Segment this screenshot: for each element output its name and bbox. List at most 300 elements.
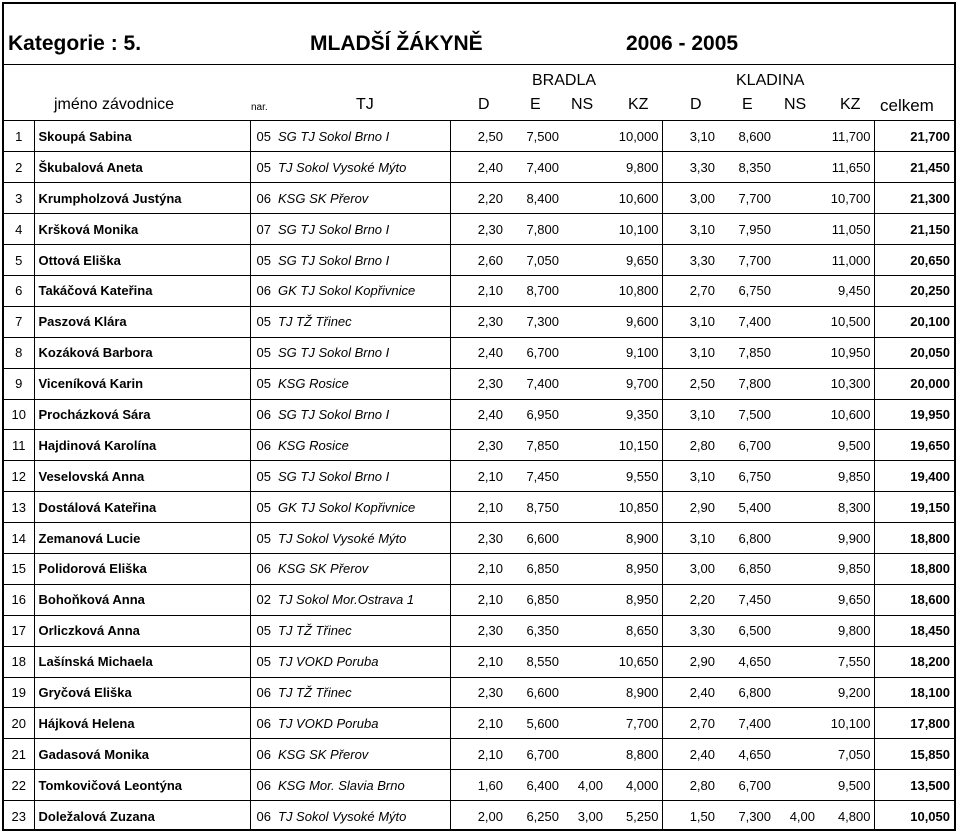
rank-cell: 2 bbox=[4, 152, 34, 183]
kladina-d-cell: 3,30 bbox=[662, 152, 718, 183]
bradla-kz-cell: 8,650 bbox=[606, 615, 662, 646]
bradla-kz-cell: 8,900 bbox=[606, 523, 662, 554]
kladina-d-cell: 2,20 bbox=[662, 584, 718, 615]
bradla-ns-cell bbox=[562, 430, 606, 461]
kladina-kz-cell: 4,800 bbox=[818, 801, 874, 832]
bradla-ns-cell bbox=[562, 245, 606, 276]
bradla-ns-cell bbox=[562, 306, 606, 337]
kladina-e-cell: 6,850 bbox=[718, 553, 774, 584]
bradla-e-cell: 7,450 bbox=[506, 461, 562, 492]
name-cell: Bohoňková Anna bbox=[34, 584, 250, 615]
kladina-e-cell: 6,750 bbox=[718, 275, 774, 306]
rank-cell: 6 bbox=[4, 275, 34, 306]
kladina-kz-cell: 11,050 bbox=[818, 214, 874, 245]
bradla-kz-cell: 9,800 bbox=[606, 152, 662, 183]
kladina-ns-cell bbox=[774, 368, 818, 399]
bradla-ns-cell bbox=[562, 646, 606, 677]
born-cell: 06 bbox=[250, 430, 278, 461]
born-cell: 05 bbox=[250, 523, 278, 554]
kladina-d-cell: 1,50 bbox=[689, 808, 715, 824]
total-cell: 21,150 bbox=[874, 214, 954, 245]
table-row bbox=[4, 275, 954, 306]
kladina-d-cell: 2,80 bbox=[662, 430, 718, 461]
bradla-kz-cell: 10,800 bbox=[606, 275, 662, 306]
total-cell: 20,650 bbox=[874, 245, 954, 276]
born-cell: 05 bbox=[250, 461, 278, 492]
bradla-e-cell: 8,700 bbox=[506, 275, 562, 306]
bradla-ns-cell bbox=[562, 337, 606, 368]
born-cell: 05 bbox=[250, 368, 278, 399]
bradla-e-cell: 7,400 bbox=[506, 152, 562, 183]
kladina-ns-cell bbox=[774, 584, 818, 615]
table-row bbox=[4, 245, 954, 276]
bradla-ns-cell bbox=[562, 183, 606, 214]
table-row bbox=[4, 801, 954, 832]
rank-cell: 13 bbox=[4, 492, 34, 523]
group-bradla-header: BRADLA bbox=[532, 72, 597, 89]
born-cell: 06 bbox=[250, 275, 278, 306]
table-row bbox=[4, 584, 954, 615]
bradla-d-cell: 1,60 bbox=[450, 770, 506, 801]
kladina-ns-cell bbox=[774, 553, 818, 584]
rank-cell: 16 bbox=[4, 584, 34, 615]
total-cell: 21,450 bbox=[874, 152, 954, 183]
bradla-e-cell: 6,600 bbox=[506, 523, 562, 554]
name-cell: Gryčová Eliška bbox=[34, 677, 250, 708]
kladina-d-cell: 3,10 bbox=[662, 523, 718, 554]
kladina-kz-cell: 9,450 bbox=[818, 275, 874, 306]
club-cell: KSG SK Přerov bbox=[278, 739, 450, 770]
bradla-kz-cell: 10,850 bbox=[606, 492, 662, 523]
kladina-kz-header: KZ bbox=[840, 96, 861, 113]
name-cell: Lašínská Michaela bbox=[34, 646, 250, 677]
kladina-e-cell: 8,600 bbox=[718, 121, 774, 152]
kladina-kz-cell: 10,700 bbox=[818, 183, 874, 214]
category-years: 2006 - 2005 bbox=[626, 32, 739, 55]
kladina-e-cell: 7,950 bbox=[718, 214, 774, 245]
club-cell: TJ Sokol Vysoké Mýto bbox=[278, 801, 450, 832]
kladina-d-cell: 3,10 bbox=[662, 399, 718, 430]
rank-cell: 12 bbox=[4, 461, 34, 492]
born-cell: 02 bbox=[250, 584, 278, 615]
rank-cell: 5 bbox=[4, 245, 34, 276]
kladina-d-cell: 2,70 bbox=[662, 708, 718, 739]
name-cell: Škubalová Aneta bbox=[34, 152, 250, 183]
kladina-e-cell: 5,400 bbox=[718, 492, 774, 523]
table-row bbox=[4, 368, 954, 399]
bradla-d-cell: 2,10 bbox=[450, 584, 506, 615]
bradla-kz-cell: 8,950 bbox=[606, 553, 662, 584]
rank-cell: 19 bbox=[4, 677, 34, 708]
bradla-e-cell: 7,300 bbox=[506, 306, 562, 337]
bradla-ns-cell bbox=[562, 214, 606, 245]
bradla-d-cell: 2,40 bbox=[450, 337, 506, 368]
kladina-e-cell: 7,450 bbox=[718, 584, 774, 615]
kladina-d-cell: 2,40 bbox=[662, 677, 718, 708]
bradla-ns-cell bbox=[562, 739, 606, 770]
rank-cell: 4 bbox=[4, 214, 34, 245]
bradla-e-cell: 6,850 bbox=[506, 584, 562, 615]
rank-cell: 18 bbox=[4, 646, 34, 677]
bradla-d-cell: 2,30 bbox=[450, 306, 506, 337]
total-cell: 18,800 bbox=[874, 523, 954, 554]
kladina-kz-cell: 9,200 bbox=[818, 677, 874, 708]
bradla-d-cell: 2,10 bbox=[450, 275, 506, 306]
born-cell: 05 bbox=[250, 245, 278, 276]
born-cell: 07 bbox=[250, 214, 278, 245]
bradla-d-cell: 2,30 bbox=[450, 368, 506, 399]
bradla-d-cell: 2,30 bbox=[450, 615, 506, 646]
bradla-d-cell: 2,10 bbox=[450, 492, 506, 523]
bradla-d-cell: 2,30 bbox=[450, 430, 506, 461]
bradla-d-cell: 2,30 bbox=[450, 523, 506, 554]
name-column-header: jméno závodnice bbox=[54, 96, 175, 113]
bradla-e-cell: 5,600 bbox=[506, 708, 562, 739]
bradla-ns-cell bbox=[562, 584, 606, 615]
table-row bbox=[4, 121, 954, 152]
kladina-e-cell: 8,350 bbox=[718, 152, 774, 183]
total-column-header: celkem bbox=[880, 96, 934, 115]
name-cell: Veselovská Anna bbox=[34, 461, 250, 492]
bradla-d-cell: 2,40 bbox=[450, 152, 506, 183]
kladina-ns-cell bbox=[774, 615, 818, 646]
kladina-e-cell: 6,800 bbox=[718, 677, 774, 708]
born-cell: 06 bbox=[250, 677, 278, 708]
name-cell: Ottová Eliška bbox=[34, 245, 250, 276]
total-cell: 19,650 bbox=[874, 430, 954, 461]
rank-cell: 23 bbox=[4, 801, 34, 832]
bradla-d-cell: 2,10 bbox=[450, 646, 506, 677]
kladina-d-cell: 2,70 bbox=[662, 275, 718, 306]
bradla-ns-cell bbox=[562, 152, 606, 183]
kladina-d-header: D bbox=[690, 96, 702, 113]
club-cell: TJ TŽ Třinec bbox=[278, 615, 450, 646]
name-cell: Takáčová Kateřina bbox=[34, 275, 250, 306]
kladina-d-cell: 3,00 bbox=[662, 553, 718, 584]
kladina-kz-cell: 9,500 bbox=[818, 430, 874, 461]
kladina-ns-cell: 4,00 bbox=[789, 808, 815, 824]
born-cell: 06 bbox=[250, 183, 278, 214]
kladina-e-cell: 7,800 bbox=[718, 368, 774, 399]
kladina-kz-cell: 9,850 bbox=[818, 461, 874, 492]
kladina-ns-cell bbox=[774, 739, 818, 770]
kladina-ns-cell bbox=[774, 430, 818, 461]
club-cell: TJ Sokol Vysoké Mýto bbox=[278, 152, 450, 183]
table-row bbox=[4, 492, 954, 523]
bradla-d-cell: 2,30 bbox=[450, 214, 506, 245]
bradla-kz-cell: 10,000 bbox=[606, 121, 662, 152]
total-cell: 21,300 bbox=[874, 183, 954, 214]
kladina-ns-cell bbox=[774, 461, 818, 492]
kladina-kz-cell: 9,900 bbox=[818, 523, 874, 554]
name-cell: Kozáková Barbora bbox=[34, 337, 250, 368]
kladina-d-cell: 3,10 bbox=[662, 214, 718, 245]
club-cell: TJ Sokol Mor.Ostrava 1 bbox=[278, 584, 450, 615]
total-cell: 15,850 bbox=[874, 739, 954, 770]
bradla-ns-cell bbox=[562, 121, 606, 152]
table-row bbox=[4, 708, 954, 739]
kladina-kz-cell: 11,000 bbox=[818, 245, 874, 276]
club-cell: TJ VOKD Poruba bbox=[278, 646, 450, 677]
bradla-ns-cell bbox=[562, 399, 606, 430]
born-cell: 05 bbox=[250, 615, 278, 646]
kladina-d-cell: 3,30 bbox=[662, 615, 718, 646]
kladina-kz-cell: 11,700 bbox=[818, 121, 874, 152]
table-row bbox=[4, 152, 954, 183]
club-cell: TJ TŽ Třinec bbox=[278, 677, 450, 708]
kladina-e-cell: 6,750 bbox=[718, 461, 774, 492]
table-row bbox=[4, 646, 954, 677]
name-cell: Tomkovičová Leontýna bbox=[34, 770, 250, 801]
bradla-d-cell: 2,10 bbox=[450, 553, 506, 584]
born-column-header: nar. bbox=[251, 102, 268, 113]
bradla-kz-cell: 9,650 bbox=[606, 245, 662, 276]
bradla-kz-cell: 10,100 bbox=[606, 214, 662, 245]
kladina-d-cell: 3,10 bbox=[662, 337, 718, 368]
table-row bbox=[4, 553, 954, 584]
born-cell: 06 bbox=[250, 708, 278, 739]
name-cell: Krumpholzová Justýna bbox=[34, 183, 250, 214]
total-cell: 20,100 bbox=[874, 306, 954, 337]
table-row bbox=[4, 430, 954, 461]
bradla-e-cell: 7,400 bbox=[506, 368, 562, 399]
table-row bbox=[4, 677, 954, 708]
born-cell: 06 bbox=[250, 770, 278, 801]
bradla-ns-cell bbox=[562, 461, 606, 492]
bradla-d-header: D bbox=[478, 96, 490, 113]
club-cell: GK TJ Sokol Kopřivnice bbox=[278, 275, 450, 306]
rank-cell: 17 bbox=[4, 615, 34, 646]
table-row bbox=[4, 523, 954, 554]
results-table bbox=[4, 121, 954, 831]
column-header bbox=[4, 65, 954, 121]
group-kladina-header: KLADINA bbox=[736, 72, 805, 89]
club-cell: GK TJ Sokol Kopřivnice bbox=[278, 492, 450, 523]
kladina-e-cell: 7,300 bbox=[738, 808, 771, 824]
bradla-ns-header: NS bbox=[571, 96, 594, 113]
kladina-kz-cell: 8,300 bbox=[818, 492, 874, 523]
kladina-e-cell: 7,400 bbox=[718, 306, 774, 337]
total-cell: 13,500 bbox=[874, 770, 954, 801]
kladina-d-cell: 3,10 bbox=[662, 121, 718, 152]
kladina-kz-cell: 11,650 bbox=[818, 152, 874, 183]
born-cell: 05 bbox=[250, 337, 278, 368]
bradla-kz-cell: 9,700 bbox=[606, 368, 662, 399]
kladina-d-cell: 3,10 bbox=[662, 461, 718, 492]
kladina-e-cell: 4,650 bbox=[718, 646, 774, 677]
kladina-ns-cell bbox=[774, 121, 818, 152]
rank-cell: 15 bbox=[4, 553, 34, 584]
kladina-e-cell: 7,400 bbox=[718, 708, 774, 739]
name-cell: Gadasová Monika bbox=[34, 739, 250, 770]
born-cell: 05 bbox=[250, 121, 278, 152]
total-cell: 21,700 bbox=[874, 121, 954, 152]
club-cell: SG TJ Sokol Brno I bbox=[278, 399, 450, 430]
club-cell: SG TJ Sokol Brno I bbox=[278, 214, 450, 245]
kladina-kz-cell: 10,500 bbox=[818, 306, 874, 337]
bradla-d-cell: 2,60 bbox=[450, 245, 506, 276]
rank-cell: 7 bbox=[4, 306, 34, 337]
rank-cell: 9 bbox=[4, 368, 34, 399]
name-cell: Dostálová Kateřina bbox=[34, 492, 250, 523]
total-cell: 18,800 bbox=[874, 553, 954, 584]
kladina-d-cell: 2,90 bbox=[662, 492, 718, 523]
rank-cell: 3 bbox=[4, 183, 34, 214]
table-row bbox=[4, 461, 954, 492]
born-cell: 05 bbox=[250, 152, 278, 183]
kladina-d-cell: 2,40 bbox=[662, 739, 718, 770]
club-cell: TJ TŽ Třinec bbox=[278, 306, 450, 337]
bradla-d-cell: 2,00 bbox=[477, 808, 503, 824]
kladina-e-header: E bbox=[742, 96, 753, 113]
bradla-ns-cell bbox=[562, 615, 606, 646]
bradla-e-cell: 6,400 bbox=[506, 770, 562, 801]
bradla-kz-cell: 10,650 bbox=[606, 646, 662, 677]
kladina-ns-cell bbox=[774, 646, 818, 677]
rank-cell: 21 bbox=[4, 739, 34, 770]
table-row bbox=[4, 214, 954, 245]
bradla-ns-cell bbox=[562, 708, 606, 739]
kladina-d-cell: 2,80 bbox=[662, 770, 718, 801]
bradla-e-cell: 6,850 bbox=[506, 553, 562, 584]
kladina-kz-cell: 9,850 bbox=[818, 553, 874, 584]
kladina-ns-cell bbox=[774, 214, 818, 245]
born-cell: 05 bbox=[250, 646, 278, 677]
bradla-e-cell: 8,750 bbox=[506, 492, 562, 523]
club-cell: KSG Rosice bbox=[278, 368, 450, 399]
total-cell: 18,450 bbox=[874, 615, 954, 646]
bradla-e-cell: 6,950 bbox=[506, 399, 562, 430]
bradla-kz-cell: 9,550 bbox=[606, 461, 662, 492]
kladina-d-cell: 2,50 bbox=[662, 368, 718, 399]
kladina-e-cell: 6,700 bbox=[718, 430, 774, 461]
kladina-ns-cell bbox=[774, 337, 818, 368]
rank-cell: 8 bbox=[4, 337, 34, 368]
bradla-d-cell: 2,10 bbox=[450, 461, 506, 492]
kladina-ns-cell bbox=[774, 306, 818, 337]
born-cell: 05 bbox=[250, 492, 278, 523]
total-cell: 10,050 bbox=[910, 808, 950, 824]
kladina-ns-cell bbox=[774, 770, 818, 801]
table-row bbox=[4, 615, 954, 646]
kladina-kz-cell: 7,550 bbox=[818, 646, 874, 677]
bradla-kz-header: KZ bbox=[628, 96, 649, 113]
table-row bbox=[4, 306, 954, 337]
total-cell: 19,150 bbox=[874, 492, 954, 523]
kladina-e-cell: 7,700 bbox=[718, 245, 774, 276]
kladina-e-cell: 7,700 bbox=[718, 183, 774, 214]
total-cell: 20,050 bbox=[874, 337, 954, 368]
kladina-e-cell: 6,700 bbox=[718, 770, 774, 801]
kladina-d-cell: 3,00 bbox=[662, 183, 718, 214]
total-cell: 18,600 bbox=[874, 584, 954, 615]
kladina-ns-header: NS bbox=[784, 96, 807, 113]
kladina-ns-cell bbox=[774, 677, 818, 708]
name-cell: Skoupá Sabina bbox=[34, 121, 250, 152]
name-cell: Orliczková Anna bbox=[34, 615, 250, 646]
total-cell: 18,100 bbox=[874, 677, 954, 708]
bradla-d-cell: 2,30 bbox=[450, 677, 506, 708]
kladina-kz-cell: 9,800 bbox=[818, 615, 874, 646]
bradla-e-cell: 7,800 bbox=[506, 214, 562, 245]
kladina-d-cell: 2,90 bbox=[662, 646, 718, 677]
name-cell: Polidorová Eliška bbox=[34, 553, 250, 584]
rank-cell: 22 bbox=[4, 770, 34, 801]
rank-cell: 14 bbox=[4, 523, 34, 554]
born-cell: 06 bbox=[250, 553, 278, 584]
name-cell: Procházková Sára bbox=[34, 399, 250, 430]
bradla-ns-cell: 4,00 bbox=[562, 770, 606, 801]
club-cell: SG TJ Sokol Brno I bbox=[278, 121, 450, 152]
total-cell: 19,950 bbox=[874, 399, 954, 430]
results-sheet bbox=[2, 2, 956, 831]
rank-cell: 10 bbox=[4, 399, 34, 430]
name-cell: Hájková Helena bbox=[34, 708, 250, 739]
bradla-ns-cell bbox=[562, 677, 606, 708]
kladina-kz-cell: 9,500 bbox=[818, 770, 874, 801]
kladina-kz-cell: 10,600 bbox=[818, 399, 874, 430]
name-cell: Hajdinová Karolína bbox=[34, 430, 250, 461]
bradla-kz-cell: 7,700 bbox=[606, 708, 662, 739]
club-cell: KSG SK Přerov bbox=[278, 553, 450, 584]
club-cell: KSG Mor. Slavia Brno bbox=[278, 770, 450, 801]
born-cell: 06 bbox=[250, 399, 278, 430]
bradla-e-cell: 6,700 bbox=[506, 739, 562, 770]
club-column-header: TJ bbox=[356, 96, 374, 113]
rank-cell: 11 bbox=[4, 430, 34, 461]
kladina-kz-cell: 7,050 bbox=[818, 739, 874, 770]
kladina-ns-cell bbox=[774, 492, 818, 523]
bradla-kz-cell: 10,600 bbox=[606, 183, 662, 214]
bradla-ns-cell bbox=[562, 492, 606, 523]
bradla-kz-cell: 10,150 bbox=[606, 430, 662, 461]
rank-cell: 20 bbox=[4, 708, 34, 739]
name-cell: Kršková Monika bbox=[34, 214, 250, 245]
kladina-ns-cell bbox=[774, 399, 818, 430]
club-cell: SG TJ Sokol Brno I bbox=[278, 461, 450, 492]
bradla-e-cell: 7,850 bbox=[506, 430, 562, 461]
bradla-d-cell: 2,50 bbox=[450, 121, 506, 152]
category-label: Kategorie : 5. bbox=[8, 32, 142, 55]
bradla-kz-cell: 5,250 bbox=[606, 801, 662, 832]
table-row bbox=[4, 399, 954, 430]
born-cell: 06 bbox=[256, 808, 271, 824]
rank-cell: 1 bbox=[4, 121, 34, 152]
bradla-kz-cell: 9,100 bbox=[606, 337, 662, 368]
bradla-ns-cell: 3,00 bbox=[577, 808, 603, 824]
bradla-kz-cell: 9,350 bbox=[606, 399, 662, 430]
name-cell: Viceníková Karin bbox=[34, 368, 250, 399]
name-cell: Paszová Klára bbox=[34, 306, 250, 337]
club-cell: KSG Rosice bbox=[278, 430, 450, 461]
club-cell: KSG SK Přerov bbox=[278, 183, 450, 214]
bradla-kz-cell: 8,950 bbox=[606, 584, 662, 615]
kladina-e-cell: 4,650 bbox=[718, 739, 774, 770]
kladina-d-cell: 3,30 bbox=[662, 245, 718, 276]
born-cell: 06 bbox=[250, 739, 278, 770]
club-cell: SG TJ Sokol Brno I bbox=[278, 337, 450, 368]
kladina-d-cell: 3,10 bbox=[662, 306, 718, 337]
total-cell: 20,250 bbox=[874, 275, 954, 306]
table-row bbox=[4, 183, 954, 214]
kladina-e-cell: 7,500 bbox=[718, 399, 774, 430]
bradla-d-cell: 2,10 bbox=[450, 708, 506, 739]
bradla-e-cell: 6,700 bbox=[506, 337, 562, 368]
total-cell: 17,800 bbox=[874, 708, 954, 739]
category-name: MLADŠÍ ŽÁKYNĚ bbox=[310, 32, 483, 55]
kladina-kz-cell: 10,100 bbox=[818, 708, 874, 739]
results-body bbox=[4, 121, 954, 831]
